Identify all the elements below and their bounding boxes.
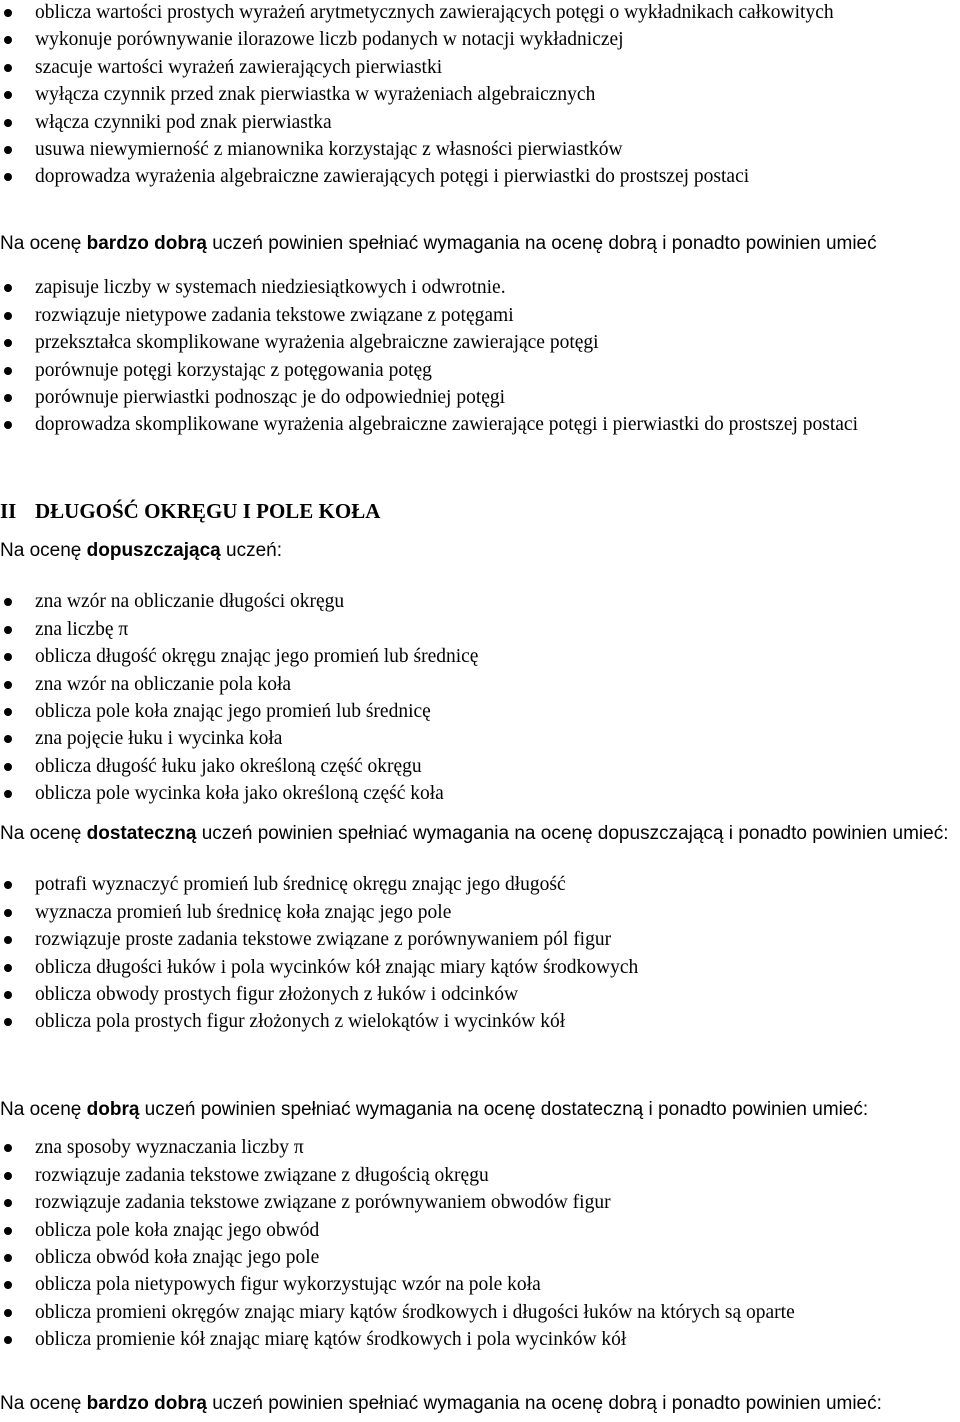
grade-good-section	[0, 1096, 960, 1354]
heading-prefix: Na ocenę	[0, 823, 87, 844]
intro-list	[0, 0, 960, 191]
list-item: potrafi wyznaczyć promień lub średnicę okręgu znając jego długość	[0, 871, 960, 898]
requirements-list	[0, 274, 960, 438]
grade-name: bardzo dobrą	[86, 233, 207, 254]
section-number: II	[0, 499, 17, 523]
grade-name: dopuszczającą	[86, 540, 221, 561]
list-item: szacuje wartości wyrażeń zawierających pierwiastki	[0, 54, 960, 81]
list-item: zapisuje liczby w systemach niedziesiątkowych i odwrotnie.	[0, 274, 960, 301]
list-item: rozwiązuje zadania tekstowe związane z porównywaniem obwodów figur	[0, 1189, 960, 1216]
list-item: rozwiązuje proste zadania tekstowe związane z porównywaniem pól figur	[0, 926, 960, 953]
grade-name: dostateczną	[86, 823, 197, 844]
list-item: oblicza pola nietypowych figur wykorzystując wzór na pole koła	[0, 1271, 960, 1298]
list-item: oblicza długość okręgu znając jego promień lub średnicę	[0, 643, 960, 670]
heading-prefix: Na ocenę	[0, 1099, 87, 1120]
list-item: zna sposoby wyznaczania liczby π	[0, 1134, 960, 1161]
list-item: usuwa niewymierność z mianownika korzystając z własności pierwiastków	[0, 136, 960, 163]
section-title-block	[0, 497, 960, 525]
grade-heading	[0, 537, 960, 564]
requirements-list	[0, 588, 960, 807]
list-item: zna pojęcie łuku i wycinka koła	[0, 725, 960, 752]
grade-heading	[0, 230, 960, 257]
list-item: wykonuje porównywanie ilorazowe liczb podanych w notacji wykładniczej	[0, 26, 960, 53]
list-item: zna wzór na obliczanie długości okręgu	[0, 588, 960, 615]
list-item: oblicza pole wycinka koła jako określoną część koła	[0, 780, 960, 807]
grade-very-good-section-2	[0, 1390, 960, 1417]
list-item: doprowadza skomplikowane wyrażenia algebraiczne zawierające potęgi i pierwiastki do prostszej postaci	[0, 411, 960, 438]
list-item: doprowadza wyrażenia algebraiczne zawierających potęgi i pierwiastki do prostszej postaci	[0, 163, 960, 190]
grade-satisfactory-section	[0, 820, 960, 1036]
grade-very-good-section	[0, 230, 960, 439]
list-item: porównuje pierwiastki podnosząc je do odpowiedniej potęgi	[0, 384, 960, 411]
intro-list-block	[0, 0, 960, 191]
list-item: oblicza pole koła znając jego obwód	[0, 1217, 960, 1244]
list-item: zna wzór na obliczanie pola koła	[0, 671, 960, 698]
grade-heading	[0, 820, 960, 847]
grade-heading	[0, 1096, 960, 1123]
heading-suffix: uczeń powinien spełniać wymagania na ocenę dobrą i ponadto powinien umieć	[206, 233, 877, 254]
list-item: oblicza promieni okręgów znając miary kątów środkowych i długości łuków na których są oparte	[0, 1299, 960, 1326]
heading-suffix: uczeń powinien spełniać wymagania na ocenę dopuszczającą i ponadto powinien umieć:	[196, 823, 949, 844]
list-item: rozwiązuje nietypowe zadania tekstowe związane z potęgami	[0, 302, 960, 329]
list-item: wyznacza promień lub średnicę koła znając jego pole	[0, 899, 960, 926]
grade-heading	[0, 1390, 960, 1417]
heading-suffix: uczeń powinien spełniać wymagania na ocenę dobrą i ponadto powinien umieć:	[206, 1393, 882, 1414]
grade-name: bardzo dobrą	[86, 1393, 207, 1414]
list-item: wyłącza czynnik przed znak pierwiastka w wyrażeniach algebraicznych	[0, 81, 960, 108]
heading-prefix: Na ocenę	[0, 540, 87, 561]
list-item: oblicza długości łuków i pola wycinków kół znając miary kątów środkowych	[0, 954, 960, 981]
list-item: porównuje potęgi korzystając z potęgowania potęg	[0, 357, 960, 384]
list-item: oblicza pola prostych figur złożonych z wielokątów i wycinków kół	[0, 1008, 960, 1035]
grade-sufficient-section	[0, 537, 960, 808]
section-title-text: DŁUGOŚĆ OKRĘGU I POLE KOŁA	[35, 499, 381, 523]
requirements-list	[0, 871, 960, 1035]
list-item: oblicza obwód koła znając jego pole	[0, 1244, 960, 1271]
list-item: przekształca skomplikowane wyrażenia algebraiczne zawierające potęgi	[0, 329, 960, 356]
heading-suffix: uczeń:	[220, 540, 282, 561]
list-item: oblicza długość łuku jako określoną część okręgu	[0, 753, 960, 780]
list-item: oblicza obwody prostych figur złożonych z łuków i odcinków	[0, 981, 960, 1008]
list-item: oblicza promienie kół znając miarę kątów środkowych i pola wycinków kół	[0, 1326, 960, 1353]
heading-suffix: uczeń powinien spełniać wymagania na ocenę dostateczną i ponadto powinien umieć:	[139, 1099, 869, 1120]
list-item: włącza czynniki pod znak pierwiastka	[0, 109, 960, 136]
heading-prefix: Na ocenę	[0, 1393, 87, 1414]
list-item: zna liczbę π	[0, 616, 960, 643]
grade-name: dobrą	[86, 1099, 140, 1120]
heading-prefix: Na ocenę	[0, 233, 87, 254]
list-item: oblicza wartości prostych wyrażeń arytmetycznych zawierających potęgi o wykładnikach całkowitych	[0, 0, 960, 26]
list-item: rozwiązuje zadania tekstowe związane z długością okręgu	[0, 1162, 960, 1189]
section-title	[0, 497, 960, 525]
requirements-list	[0, 1134, 960, 1353]
list-item: oblicza pole koła znając jego promień lub średnicę	[0, 698, 960, 725]
